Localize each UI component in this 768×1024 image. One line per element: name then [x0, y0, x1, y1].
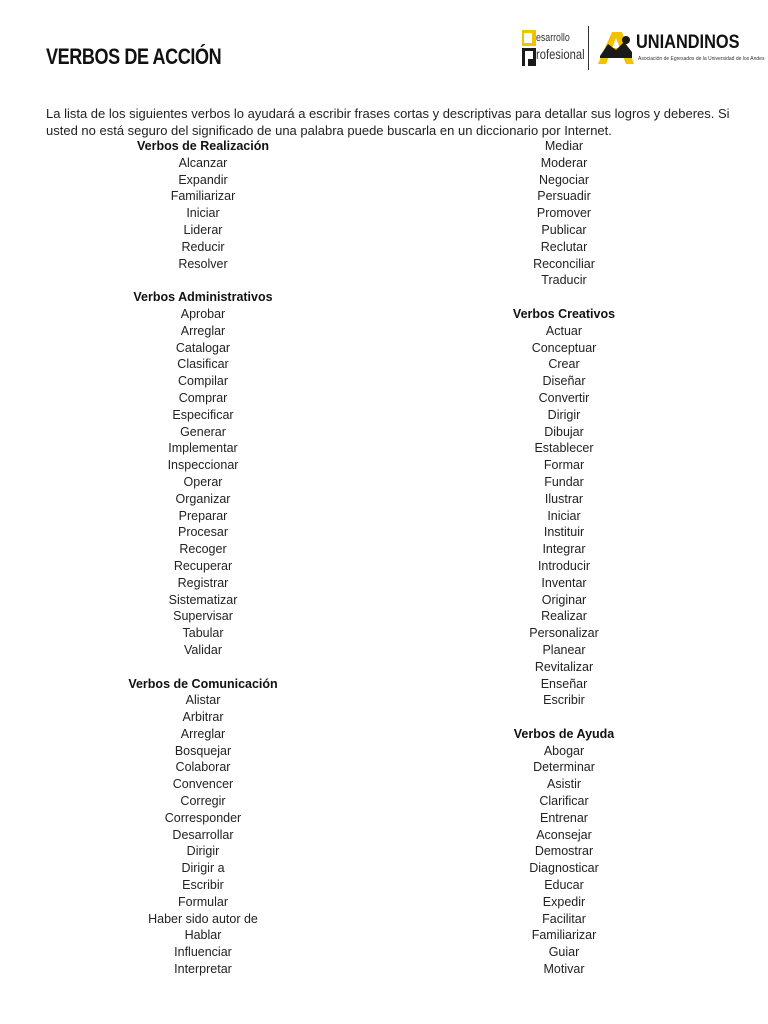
verb-item: Diseñar [542, 374, 586, 389]
verb-item: Operar [183, 474, 223, 489]
verb-item: Enseñar [540, 676, 588, 691]
verb-item: Recuperar [173, 558, 233, 573]
page-title: VERBOS DE ACCIÓN [46, 44, 222, 69]
verb-item: Persuadir [537, 189, 591, 204]
verb-item: Moderar [540, 155, 588, 170]
verb-item: Dirigir [547, 407, 581, 422]
verb-item: Clasificar [177, 357, 229, 372]
verb-item: Hablar [184, 928, 222, 943]
verb-item: Motivar [543, 962, 585, 977]
verb-item: Fundar [544, 474, 584, 489]
section-gap [434, 709, 694, 726]
verb-item: Convertir [538, 390, 590, 405]
verb-item: Sistematizar [168, 592, 238, 607]
verb-item: Validar [184, 642, 222, 657]
section-title: Verbos de Comunicación [128, 676, 278, 691]
verb-item: Arreglar [180, 726, 226, 741]
verb-item: Iniciar [186, 206, 220, 221]
section-title: Verbos Creativos [512, 306, 616, 321]
verb-item: Familiarizar [531, 928, 597, 943]
verb-item: Crear [548, 357, 580, 372]
verb-item: Interpretar [174, 962, 232, 977]
verb-item: Bosquejar [174, 743, 232, 758]
verb-item: Liderar [183, 222, 223, 237]
uniandinos-name: UNIANDINOS [636, 32, 740, 53]
verb-item: Educar [544, 878, 584, 893]
verb-item: Procesar [177, 525, 229, 540]
verb-item: Arbitrar [182, 710, 224, 725]
verb-item: Iniciar [547, 508, 581, 523]
verb-item: Mediar [544, 139, 584, 153]
verb-item: Dirigir [186, 844, 220, 859]
verb-item: Traducir [541, 273, 587, 288]
dp-logo-line1: esarrollo [536, 32, 570, 44]
intro-paragraph: La lista de los siguientes verbos lo ayudará a escribir frases cortas y descriptivas para detallar sus logros y deberes. Si usted no está seguro del significado de una palabra puede buscarla en un diccionario por Internet. [46, 106, 730, 138]
verb-item: Conceptuar [531, 340, 597, 355]
verb-item: Implementar [168, 441, 238, 456]
verb-item: Clarificar [539, 794, 589, 809]
verb-item: Corregir [180, 794, 226, 809]
verb-item: Catalogar [175, 340, 231, 355]
verb-item: Reducir [181, 239, 225, 254]
verb-item: Formar [543, 458, 585, 473]
left-verb-column [73, 138, 333, 978]
verb-item: Formular [177, 894, 228, 909]
verb-item: Colaborar [175, 760, 231, 775]
verb-item: Preparar [178, 508, 228, 523]
right-verb-column [434, 138, 694, 978]
section-gap [73, 659, 333, 676]
verb-item: Inventar [541, 575, 587, 590]
verb-item: Registrar [177, 575, 229, 590]
verb-item: Guiar [548, 945, 580, 960]
verb-item: Supervisar [173, 609, 233, 624]
verb-item: Planear [542, 642, 586, 657]
verb-item: Reconciliar [533, 256, 595, 271]
verb-item: Influenciar [174, 945, 232, 960]
verb-item: Escribir [182, 878, 224, 893]
verb-item: Actuar [545, 323, 583, 338]
verb-item: Revitalizar [534, 659, 594, 674]
verb-item: Dirigir a [181, 861, 225, 876]
verb-item: Promover [536, 206, 592, 221]
section-title: Verbos de Realización [137, 139, 269, 153]
verb-item: Originar [541, 592, 587, 607]
verb-item: Comprar [178, 390, 228, 405]
verb-item: Reclutar [540, 239, 588, 254]
uniandinos-subtitle: Asociación de Egresados de la Universidad de los Andes [638, 56, 765, 62]
verb-item: Negociar [538, 172, 590, 187]
verb-item: Haber sido autor de [148, 911, 258, 926]
verb-item: Determinar [533, 760, 595, 775]
verb-item: Integrar [542, 542, 586, 557]
verb-item: Expandir [178, 172, 228, 187]
dp-logo-mark-icon [522, 30, 536, 66]
verb-item: Facilitar [542, 911, 586, 926]
verb-item: Organizar [175, 491, 231, 506]
verb-item: Abogar [543, 743, 585, 758]
verb-item: Establecer [534, 441, 594, 456]
verb-item: Familiarizar [170, 189, 236, 204]
verb-item: Tabular [182, 626, 224, 641]
verb-item: Ilustrar [544, 491, 584, 506]
dp-logo-line2: rofesional [536, 46, 585, 62]
verb-item: Compilar [177, 374, 228, 389]
verb-item: Personalizar [529, 626, 599, 641]
verb-item: Publicar [541, 222, 587, 237]
section-gap [434, 289, 694, 306]
section-title: Verbos de Ayuda [513, 726, 615, 741]
verb-item: Expedir [542, 894, 586, 909]
verb-item: Asistir [546, 777, 582, 792]
verb-item: Escribir [543, 693, 585, 708]
verb-item: Aconsejar [536, 827, 592, 842]
verb-item: Entrenar [540, 810, 588, 825]
verb-item: Recoger [179, 542, 227, 557]
verb-item: Generar [180, 424, 226, 439]
verb-item: Alcanzar [178, 155, 228, 170]
section-title: Verbos Administrativos [133, 290, 273, 305]
verb-item: Dibujar [544, 424, 584, 439]
verb-item: Arreglar [180, 323, 226, 338]
verb-item: Aprobar [180, 306, 226, 321]
section-gap [73, 272, 333, 289]
verb-item: Inspeccionar [167, 458, 239, 473]
verb-item: Resolver [178, 256, 228, 271]
verb-item: Alistar [185, 693, 221, 708]
verb-item: Realizar [541, 609, 587, 624]
verb-item: Convencer [172, 777, 234, 792]
uniandinos-a-icon [596, 30, 636, 64]
logo-divider [588, 26, 589, 70]
verb-item: Especificar [172, 407, 234, 422]
verb-item: Desarrollar [172, 827, 234, 842]
verb-item: Corresponder [164, 810, 242, 825]
verb-item: Instituir [543, 525, 585, 540]
logo-area [522, 26, 765, 70]
verb-item: Introducir [537, 558, 591, 573]
verb-item: Demostrar [534, 844, 594, 859]
desarrollo-profesional-logo [522, 28, 584, 68]
verb-item: Diagnosticar [529, 861, 599, 876]
